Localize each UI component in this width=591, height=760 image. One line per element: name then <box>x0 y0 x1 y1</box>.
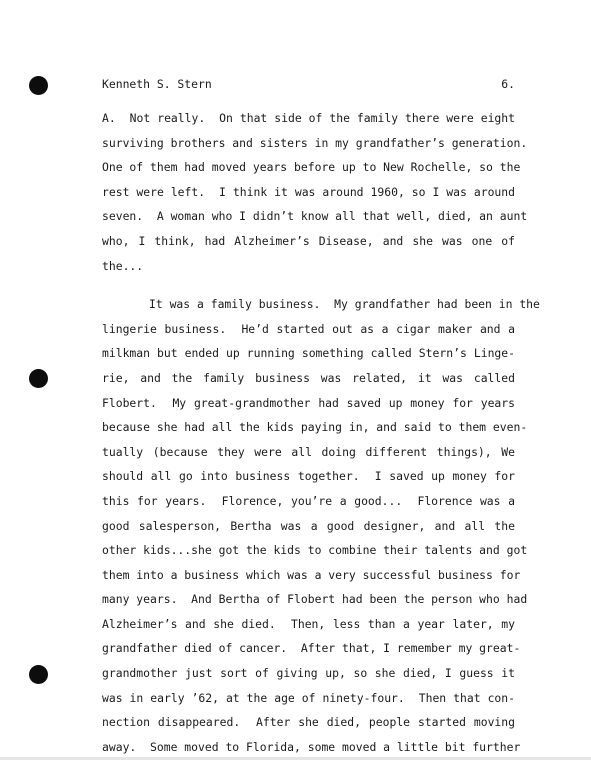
text-line: them into a business which was a very successful business for <box>102 567 521 582</box>
binder-hole-top <box>29 76 48 95</box>
text-line: the... <box>102 258 144 273</box>
interviewee-name: Kenneth S. Stern <box>102 77 212 91</box>
text-line: was in early ’62, at the age of ninety-four. Then that con- <box>102 690 515 705</box>
text-line: It was a family business. My grandfather had been in the <box>149 297 540 312</box>
text-line: lingerie business. He’d started out as a cigar maker and a <box>102 321 515 336</box>
transcript-paragraph <box>102 106 528 278</box>
text-line: rie, and the family business was related, it was called <box>102 370 515 385</box>
text-line: nection disappeared. After she died, people started moving <box>102 715 515 730</box>
text-line: this for years. Florence, you’re a good... Florence was a <box>102 493 515 508</box>
binder-hole-bottom <box>29 665 48 684</box>
text-line: grandfather died of cancer. After that, I remember my great- <box>102 641 521 656</box>
page-header <box>102 73 515 95</box>
text-line: Alzheimer’s and she died. Then, less than a year later, my <box>102 616 515 631</box>
text-line: One of them had moved years before up to New Rochelle, so the <box>102 160 521 175</box>
text-line: who, I think, had Alzheimer’s Disease, and she was one of <box>102 233 515 248</box>
text-line: other kids...she got the kids to combine their talents and got <box>102 543 528 558</box>
text-line: Flobert. My great-grandmother had saved up money for years <box>102 395 515 410</box>
text-line: seven. A woman who I didn’t know all that well, died, an aunt <box>102 209 528 224</box>
text-line: milkman but ended up running something called Stern’s Linge- <box>102 346 515 361</box>
transcript-body <box>102 106 540 759</box>
text-line: good salesperson, Bertha was a good designer, and all the <box>102 518 515 533</box>
text-line: surviving brothers and sisters in my grandfather’s generation. <box>102 135 528 150</box>
text-line: should all go into business together. I saved up money for <box>102 469 515 484</box>
text-line: because she had all the kids paying in, and said to them even- <box>102 420 528 435</box>
text-line: rest were left. I think it was around 1960, so I was around <box>102 184 515 199</box>
text-line: away. Some moved to Florida, some moved a little bit further <box>102 739 521 754</box>
transcript-paragraph <box>102 292 540 759</box>
text-line: tually (because they were all doing different things), We <box>102 444 515 459</box>
page-number: 6. <box>501 77 515 91</box>
text-line: A. Not really. On that side of the family there were eight <box>102 111 515 125</box>
text-line: grandmother just sort of giving up, so she died, I guess it <box>102 666 515 681</box>
text-line: many years. And Bertha of Flobert had been the person who had <box>102 592 528 607</box>
paragraph-gap <box>102 278 515 292</box>
binder-hole-middle <box>29 369 48 388</box>
